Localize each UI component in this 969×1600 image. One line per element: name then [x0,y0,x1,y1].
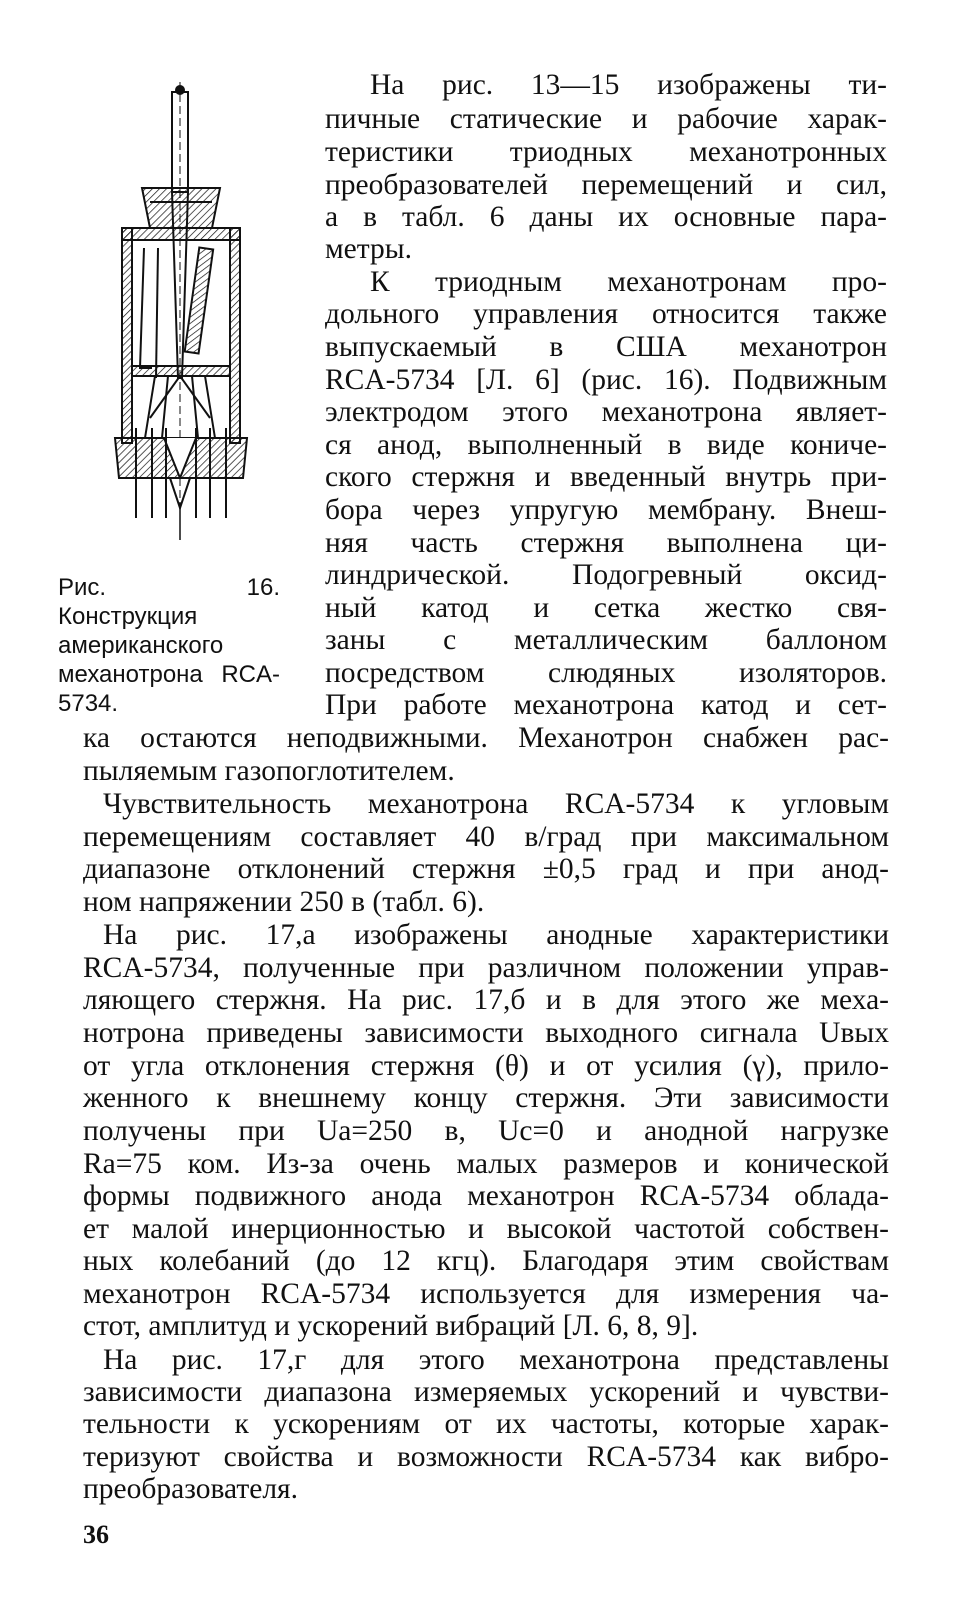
text-line: пыляемым газопоглотителем. [83,755,455,787]
text-line: К триодным механотронам про- [370,266,887,298]
text-line: RCA-5734 [Л. 6] (рис. 16). Подвижным [325,364,887,396]
text-line: Rа=75 ком. Из-за очень малых размеров и конической [83,1148,889,1180]
text-line: выпускаемый в США механотрон [325,331,887,363]
text-line: электродом этого механотрона являет- [325,396,887,428]
text-line: а в табл. 6 даны их основные пара- [325,201,887,233]
text-line: ского стержня и введенный внутрь при- [325,461,887,493]
text-line: диапазоне отклонений стержня ±0,5 град и при анод- [83,853,889,885]
text-line: линдрической. Подогревный оксид- [325,559,887,591]
text-line: метры. [325,233,412,265]
text-line: дольного управления относится также [325,298,887,330]
text-line: Чувствительность механотрона RCA-5734 к угловым [103,788,889,820]
text-line: ных колебаний (до 12 кгц). Благодаря этим свойствам [83,1245,889,1277]
text-line: ся анод, выполненный в виде кониче- [325,429,887,461]
figure-mechanotron-drawing [100,78,270,548]
text-line: няя часть стержня выполнена ци- [325,527,887,559]
mechanotron-diagram [100,78,270,548]
figure-caption: Рис. 16. Конструкция американского механотрона RCA-5734. [58,574,280,717]
text-line: механотрон RCA-5734 используется для измерения ча- [83,1278,889,1310]
text-line: формы подвижного анода механотрон RCA-5734 облада- [83,1180,889,1212]
text-line: На рис. 13—15 изображены ти- [370,69,887,101]
text-line: посредством слюдяных изоляторов. [325,657,887,689]
text-line: зависимости диапазона измеряемых ускорений и чувстви- [83,1376,889,1408]
text-line: стот, амплитуд и ускорений вибраций [Л. 6, 8, 9]. [83,1310,699,1342]
text-line: тельности к ускорениям от их частоты, которые харак- [83,1408,889,1440]
text-line: RCA-5734, полученные при различном положении управ- [83,952,889,984]
text-line: При работе механотрона катод и сет- [325,689,887,721]
text-line: женного к внешнему концу стержня. Эти зависимости [83,1082,889,1114]
text-line: преобразователей перемещений и сил, [325,169,887,201]
text-line: На рис. 17,а изображены анодные характеристики [103,919,889,951]
text-line: ет малой инерционностью и высокой частотой собствен- [83,1213,889,1245]
text-line: ка остаются неподвижными. Механотрон снабжен рас- [83,722,889,754]
text-line: преобразователя. [83,1473,298,1505]
text-line: ном напряжении 250 в (табл. 6). [83,886,485,918]
text-line: заны с металлическим баллоном [325,624,887,656]
text-line: теризуют свойства и возможности RCA-5734 как вибро- [83,1441,889,1473]
text-line: пичные статические и рабочие харак- [325,103,887,135]
text-line: ляющего стержня. На рис. 17,б и в для этого же меха- [83,984,889,1016]
text-line: нотрона приведены зависимости выходного сигнала Uвых [83,1017,889,1049]
text-line: от угла отклонения стержня (θ) и от усилия (γ), прило- [83,1050,889,1082]
text-line: перемещениям составляет 40 в/град при максимальном [83,821,889,853]
text-line: теристики триодных механотронных [325,136,887,168]
page-number: 36 [83,1520,109,1549]
text-line: На рис. 17,г для этого механотрона представлены [103,1344,889,1376]
text-line: получены при Uа=250 в, Uс=0 и анодной нагрузке [83,1115,889,1147]
text-line: ный катод и сетка жестко свя- [325,592,887,624]
text-line: бора через упругую мембрану. Внеш- [325,494,887,526]
